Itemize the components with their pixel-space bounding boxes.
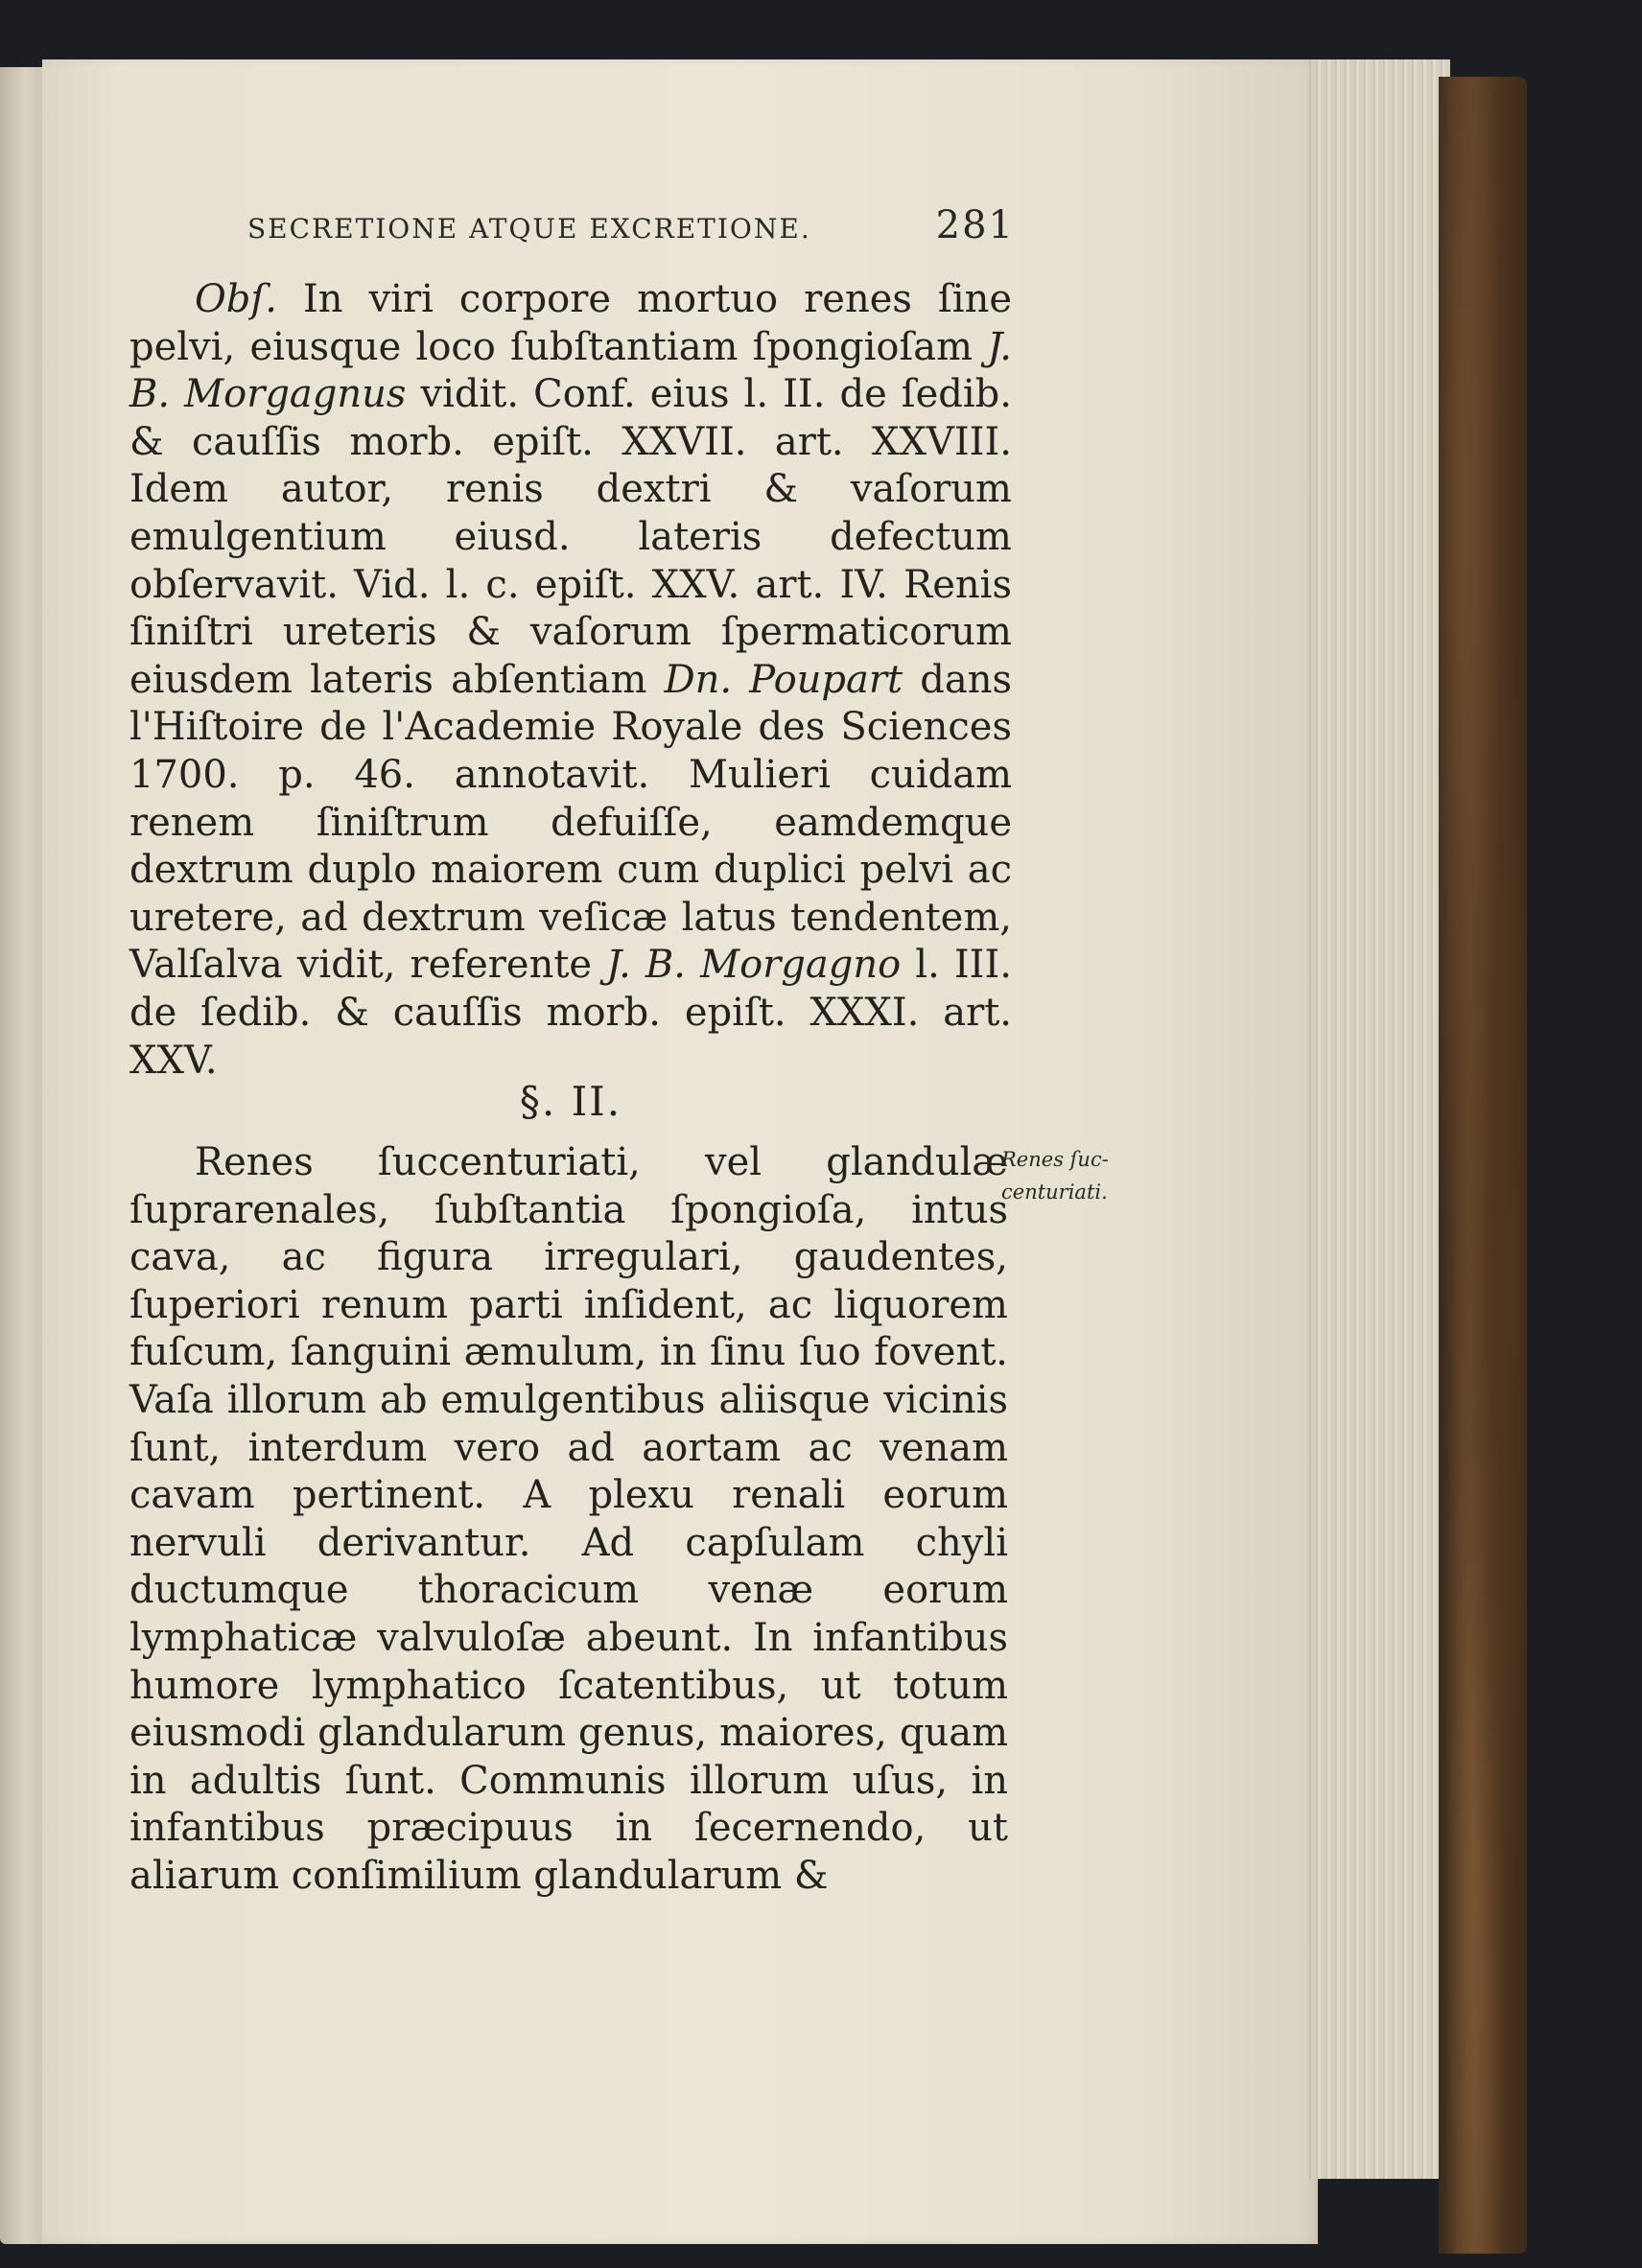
running-header <box>247 203 1015 247</box>
margin-note-line-2: centuriati. <box>1001 1181 1108 1204</box>
renes-succenturiati-paragraph <box>129 1139 1008 1901</box>
page-number: 281 <box>935 203 1015 247</box>
section-heading: §. II. <box>519 1078 622 1125</box>
text-segment: In viri corpore mortuo renes ſine pelvi, eiusque loco ſubſtantiam ſpongioſam <box>129 277 1012 369</box>
italic-segment: Obſ. <box>195 277 277 321</box>
italic-segment: J. B. Morgagno <box>606 943 902 988</box>
italic-segment: J. B. Morgagnus <box>129 324 1012 417</box>
text-segment: l. III. de ſedib. & cauſſis morb. epiſt. XXXI. art. XXV. <box>129 943 1012 1083</box>
renes-succenturiati-text: Renes ſuccenturiati, vel glandulæ ſuprarenales, ſubſtantia ſpongioſa, intus cava, ac figura irregulari, gaudentes, ſuperiori renum parti inſident, ac liquorem fuſcum, ſanguini æmulum, in ſinu ſuo fovent. Vaſa illorum ab emulgentibus aliisque vicinis ſunt, interdum vero ad aortam ac venam cavam pertinent. A plexu renali eorum nervuli derivantur. Ad capſulam chyli ductumque thoracicum venæ eorum lymphaticæ valvuloſæ abeunt. In infantibus humore lymphatico ſcatentibus, ut totum eiusmodi glandularum genus, maiores, quam in adultis ſunt. Communis illorum uſus, in infantibus præcipuus in ſecernendo, ut aliarum conſimilium glandularum & <box>129 1140 1008 1898</box>
margin-note <box>1001 1143 1155 1208</box>
margin-note-line-1: Renes ſuc- <box>1001 1148 1109 1171</box>
text-segment: dans l'Hiſtoire de l'Academie Royale des Sciences 1700. p. 46. annotavit. Mulieri cuidam renem ſiniſtrum defuiſſe, eamdemque dextrum duplo maiorem cum duplici pelvi ac uretere, ad dextrum veſicæ latus tendentem, Valſalva vidit, referente <box>129 657 1012 988</box>
italic-segment: Dn. Poupart <box>664 657 903 702</box>
observation-text <box>129 277 1012 1083</box>
text-segment: vidit. Conf. eius l. II. de ſedib. & cauſſis morb. epiſt. XXVII. art. XXVIII. Idem autor, renis dextri & vaſorum emulgentium eiusd. lateris defectum obſervavit. Vid. l. c. epiſt. XXV. art. IV. Renis ſiniſtri ureteris & vaſorum ſpermaticorum eiusdem lateris abſentiam <box>129 372 1012 702</box>
running-title: SECRETIONE ATQUE EXCRETIONE. <box>247 213 811 245</box>
leather-binding <box>1439 77 1527 2254</box>
observation-paragraph <box>129 276 1012 1085</box>
left-page-edge <box>0 67 42 2244</box>
page-stack-edge <box>1309 59 1450 2179</box>
